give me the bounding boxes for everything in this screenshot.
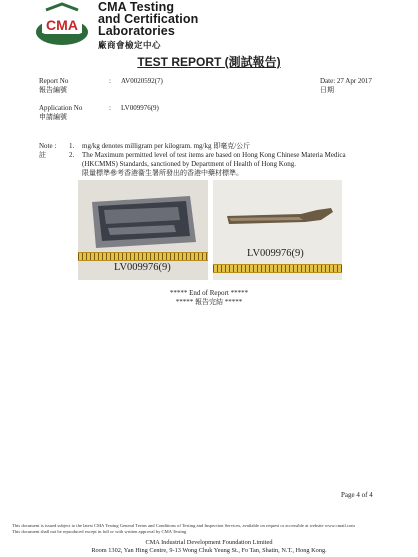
cma-logo bbox=[32, 2, 96, 46]
report-title: TEST REPORT (測試報告) bbox=[137, 55, 281, 69]
report-no-label: Report No 報告編號 bbox=[39, 77, 69, 94]
note-number-2: 2. bbox=[69, 151, 75, 159]
page-number: Page 4 of 4 bbox=[341, 491, 373, 499]
note-item-2: The Maximum permitted level of test items are based on Hong Kong Chinese Materia Medica (HKCMMS) Standards, sanctioned by Department of Health of Hong Kong. 限量標準參考香港衞生署所發出的香港中藥材標準。 bbox=[82, 151, 346, 177]
org-line-2: and Certification bbox=[98, 12, 199, 26]
photo-label-left: LV009976(9) bbox=[114, 262, 171, 273]
measurement-ruler bbox=[78, 252, 208, 261]
report-no-colon: : bbox=[109, 77, 111, 85]
sample-photo-unpacked bbox=[213, 180, 342, 280]
footer-address: Room 1302, Yan Hing Centre, 9-13 Wong Chuk Yeung St., Fo Tan, Shatin, N.T., Hong Kong. bbox=[91, 547, 327, 554]
report-date: Date: 27 Apr 2017 日期 bbox=[320, 77, 372, 94]
footer-foundation: CMA Industrial Development Foundation Limited bbox=[145, 539, 273, 546]
photo-label-right: LV009976(9) bbox=[247, 248, 304, 259]
org-line-3: Laboratories bbox=[98, 24, 175, 38]
note-item-1: mg/kg denotes milligram per kilogram. mg/kg 即毫克/公斤 bbox=[82, 142, 251, 150]
report-no-value: AV0020592(7) bbox=[121, 77, 163, 85]
note-number-1: 1. bbox=[69, 142, 75, 150]
application-no-value: LV009976(9) bbox=[121, 104, 159, 112]
application-no-colon: : bbox=[109, 104, 111, 112]
org-chinese-name: 廠商會檢定中心 bbox=[98, 40, 162, 50]
org-line-1: CMA Testing bbox=[98, 0, 175, 14]
organization-name bbox=[98, 1, 198, 51]
note-label: Note : 註 bbox=[39, 142, 57, 159]
end-of-report: ***** End of Report ***** ***** 報告完結 ***** bbox=[169, 289, 249, 306]
measurement-ruler bbox=[213, 264, 342, 273]
application-no-label: Application No 申請編號 bbox=[39, 104, 83, 121]
footer-disclaimer: This document is issued subject to the latest CMA Testing General Terms and Conditions of Testing and Inspection Services, available on request or accessible at website www.cmatl.com This document shall not be reproduced except in full or with written approval by CMA Testing bbox=[12, 523, 355, 534]
logo-text: CMA bbox=[46, 17, 78, 33]
sample-photo-packaged bbox=[78, 180, 208, 280]
